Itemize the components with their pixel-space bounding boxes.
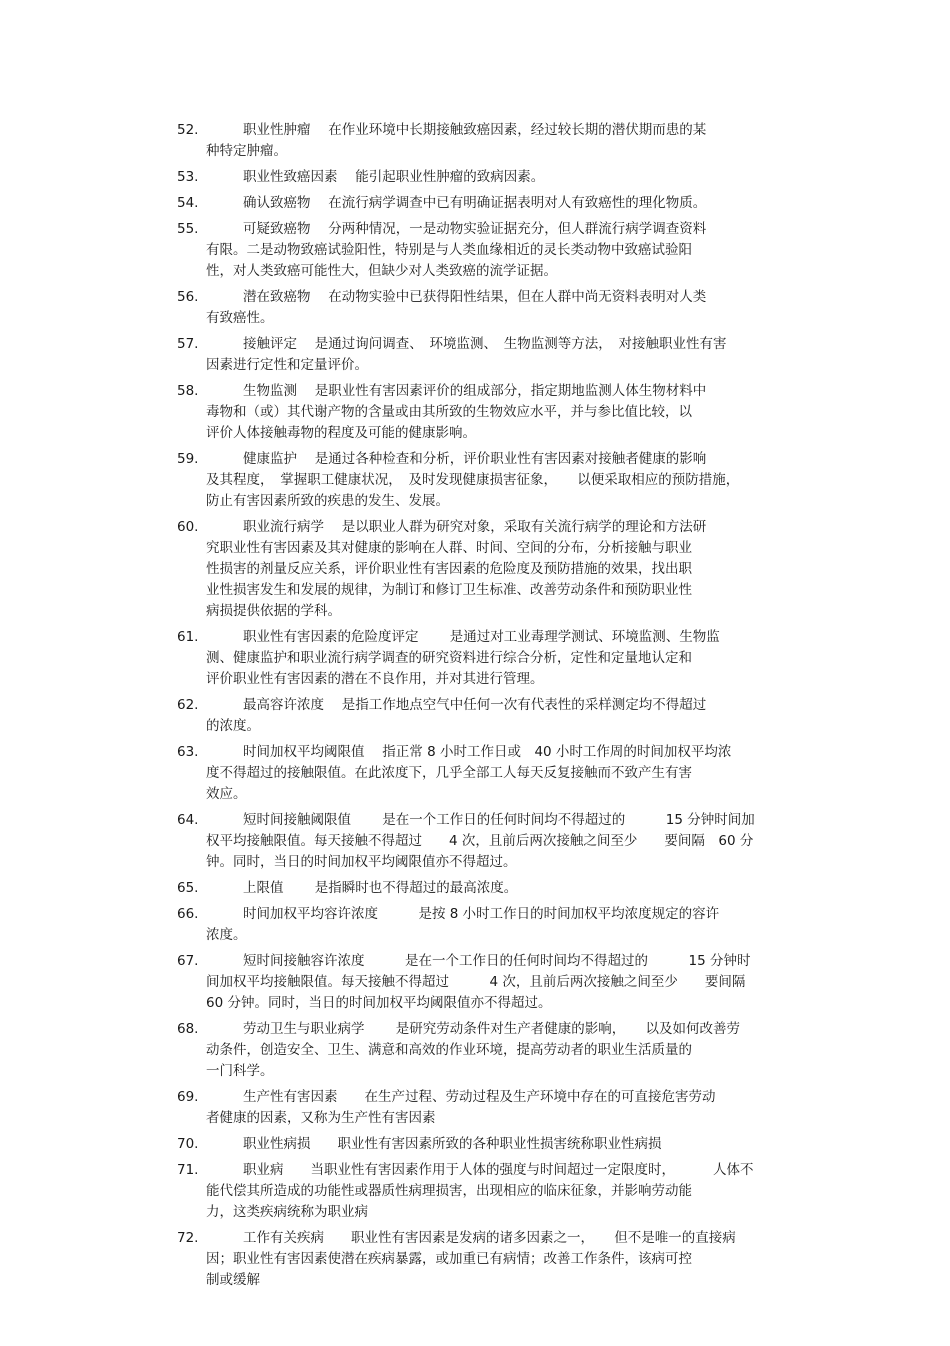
entry-continuation: 性损害的剂量反应关系，评价职业性有害因素的危险度及预防措施的效果，找出职 xyxy=(206,561,692,577)
entry-continuation: 浓度。 xyxy=(206,927,247,943)
entry-continuation: 间加权平均接触限值。每天接触不得超过 4 次，且前后两次接触之间至少 要间隔 xyxy=(206,974,746,990)
entry-line xyxy=(0,1040,950,1061)
entry-continuation: 者健康的因素，又称为生产性有害因素 xyxy=(206,1110,436,1126)
entry-number: 65. xyxy=(177,880,199,896)
entry-continuation: 效应。 xyxy=(206,786,247,802)
entry-line xyxy=(0,1270,950,1291)
term-entry xyxy=(0,334,950,376)
term-entry xyxy=(0,219,950,282)
entry-term-definition: 职业性肿瘤 在作业环境中长期接触致癌因素，经过较长期的潜伏期而患的某 xyxy=(243,122,707,138)
entry-continuation: 及其程度， 掌握职工健康状况， 及时发现健康损害征象， 以便采取相应的预防措施， xyxy=(206,472,740,488)
entry-number: 69. xyxy=(177,1089,199,1105)
term-entry xyxy=(0,1134,950,1155)
entry-term-definition: 可疑致癌物 分两种情况，一是动物实验证据充分，但人群流行病学调查资料 xyxy=(243,221,707,237)
entry-line xyxy=(0,261,950,282)
entry-line xyxy=(0,852,950,873)
entry-continuation: 动条件，创造安全、卫生、满意和高效的作业环境，提高劳动者的职业生活质量的 xyxy=(206,1042,692,1058)
entry-continuation: 能代偿其所造成的功能性或器质性病理损害，出现相应的临床征象，并影响劳动能 xyxy=(206,1183,692,1199)
entry-continuation: 钟。同时，当日的时间加权平均阈限值亦不得超过。 xyxy=(206,854,517,870)
entry-continuation: 业性损害发生和发展的规律，为制订和修订卫生标准、改善劳动条件和预防职业性 xyxy=(206,582,692,598)
entry-line xyxy=(0,627,950,648)
entry-line xyxy=(0,763,950,784)
entry-term-definition: 职业性致癌因素 能引起职业性肿瘤的致病因素。 xyxy=(243,169,545,185)
entry-number: 55. xyxy=(177,221,199,237)
entry-term-definition: 潜在致癌物 在动物实验中已获得阳性结果，但在人群中尚无资料表明对人类 xyxy=(243,289,707,305)
entry-term-definition: 劳动卫生与职业病学 是研究劳动条件对生产者健康的影响， 以及如何改善劳 xyxy=(243,1021,741,1037)
entry-number: 64. xyxy=(177,812,199,828)
entry-number: 53. xyxy=(177,169,199,185)
term-entry xyxy=(0,742,950,805)
entry-term-definition: 时间加权平均阈限值 指正常 8 小时工作日或 40 小时工作周的时间加权平均浓 xyxy=(243,744,732,760)
entry-term-definition: 职业性有害因素的危险度评定 是通过对工业毒理学测试、环境监测、生物监 xyxy=(243,629,720,645)
entry-line xyxy=(0,904,950,925)
entry-continuation: 病损提供依据的学科。 xyxy=(206,603,341,619)
entry-line xyxy=(0,784,950,805)
entry-number: 61. xyxy=(177,629,199,645)
entry-line xyxy=(0,1160,950,1181)
entry-line xyxy=(0,308,950,329)
entry-number: 63. xyxy=(177,744,199,760)
entry-line xyxy=(0,1228,950,1249)
term-entry xyxy=(0,810,950,873)
entry-number: 71. xyxy=(177,1162,199,1178)
entry-number: 67. xyxy=(177,953,199,969)
term-entry xyxy=(0,1087,950,1129)
entry-number: 52. xyxy=(177,122,199,138)
entry-line xyxy=(0,716,950,737)
entry-line xyxy=(0,120,950,141)
entry-continuation: 有致癌性。 xyxy=(206,310,274,326)
entry-line xyxy=(0,470,950,491)
term-entry xyxy=(0,1019,950,1082)
entry-number: 60. xyxy=(177,519,199,535)
entry-number: 57. xyxy=(177,336,199,352)
entry-term-definition: 健康监护 是通过各种检查和分析，评价职业性有害因素对接触者健康的影响 xyxy=(243,451,707,467)
entry-continuation: 究职业性有害因素及其对健康的影响在人群、时间、空间的分布，分析接触与职业 xyxy=(206,540,692,556)
term-entry xyxy=(0,1160,950,1223)
document-page xyxy=(0,120,950,1296)
entry-line xyxy=(0,559,950,580)
entry-term-definition: 生物监测 是职业性有害因素评价的组成部分，指定期地监测人体生物材料中 xyxy=(243,383,707,399)
entry-line xyxy=(0,334,950,355)
term-entry xyxy=(0,381,950,444)
entry-continuation: 一门科学。 xyxy=(206,1063,274,1079)
entry-line xyxy=(0,423,950,444)
entry-line xyxy=(0,1202,950,1223)
entry-line xyxy=(0,517,950,538)
term-entry xyxy=(0,287,950,329)
term-entry xyxy=(0,951,950,1014)
entry-line xyxy=(0,219,950,240)
entry-line xyxy=(0,381,950,402)
entry-line xyxy=(0,972,950,993)
entry-term-definition: 时间加权平均容许浓度 是按 8 小时工作日的时间加权平均浓度规定的容许 xyxy=(243,906,720,922)
entry-line xyxy=(0,1249,950,1270)
term-entry xyxy=(0,878,950,899)
entry-term-definition: 短时间接触阈限值 是在一个工作日的任何时间均不得超过的 15 分钟时间加 xyxy=(243,812,755,828)
entry-continuation: 毒物和（或）其代谢产物的含量或由其所致的生物效应水平，并与参比值比较，以 xyxy=(206,404,692,420)
entry-line xyxy=(0,538,950,559)
entry-number: 72. xyxy=(177,1230,199,1246)
entry-continuation: 力，这类疾病统称为职业病 xyxy=(206,1204,368,1220)
entry-line xyxy=(0,402,950,423)
entry-line xyxy=(0,580,950,601)
entry-term-definition: 生产性有害因素 在生产过程、劳动过程及生产环境中存在的可直接危害劳动 xyxy=(243,1089,716,1105)
entry-term-definition: 职业病 当职业性有害因素作用于人体的强度与时间超过一定限度时， 人体不 xyxy=(243,1162,754,1178)
entry-number: 68. xyxy=(177,1021,199,1037)
entry-line xyxy=(0,831,950,852)
entry-term-definition: 工作有关疾病 职业性有害因素是发病的诸多因素之一， 但不是唯一的直接病 xyxy=(243,1230,736,1246)
entry-line xyxy=(0,287,950,308)
term-entry xyxy=(0,695,950,737)
entry-line xyxy=(0,951,950,972)
entry-line xyxy=(0,1061,950,1082)
entry-continuation: 权平均接触限值。每天接触不得超过 4 次，且前后两次接触之间至少 要间隔 60 分 xyxy=(206,833,754,849)
entry-continuation: 评价人体接触毒物的程度及可能的健康影响。 xyxy=(206,425,476,441)
entry-continuation: 度不得超过的接触限值。在此浓度下，几乎全部工人每天反复接触而不致产生有害 xyxy=(206,765,692,781)
entry-line xyxy=(0,1108,950,1129)
entry-line xyxy=(0,1019,950,1040)
term-entry xyxy=(0,517,950,622)
entry-line xyxy=(0,601,950,622)
entry-line xyxy=(0,695,950,716)
entry-number: 54. xyxy=(177,195,199,211)
entry-line xyxy=(0,810,950,831)
term-entry xyxy=(0,1228,950,1291)
entry-continuation: 有限。二是动物致癌试验阳性，特别是与人类血缘相近的灵长类动物中致癌试验阳 xyxy=(206,242,692,258)
entry-number: 56. xyxy=(177,289,199,305)
entry-continuation: 种特定肿瘤。 xyxy=(206,143,287,159)
entry-line xyxy=(0,167,950,188)
entry-number: 70. xyxy=(177,1136,199,1152)
entry-line xyxy=(0,355,950,376)
entry-term-definition: 职业流行病学 是以职业人群为研究对象，采取有关流行病学的理论和方法研 xyxy=(243,519,707,535)
entry-continuation: 评价职业性有害因素的潜在不良作用，并对其进行管理。 xyxy=(206,671,544,687)
entry-line xyxy=(0,449,950,470)
entry-line xyxy=(0,1134,950,1155)
term-entry xyxy=(0,904,950,946)
entry-term-definition: 职业性病损 职业性有害因素所致的各种职业性损害统称职业性病损 xyxy=(243,1136,662,1152)
entry-term-definition: 最高容许浓度 是指工作地点空气中任何一次有代表性的采样测定均不得超过 xyxy=(243,697,707,713)
entry-continuation: 防止有害因素所致的疾患的发生、发展。 xyxy=(206,493,449,509)
entry-line xyxy=(0,491,950,512)
term-entry xyxy=(0,120,950,162)
term-entry xyxy=(0,193,950,214)
entry-continuation: 的浓度。 xyxy=(206,718,260,734)
entry-number: 66. xyxy=(177,906,199,922)
entry-line xyxy=(0,193,950,214)
term-entry xyxy=(0,449,950,512)
entry-line xyxy=(0,240,950,261)
term-entry xyxy=(0,167,950,188)
entry-line xyxy=(0,925,950,946)
entry-continuation: 因素进行定性和定量评价。 xyxy=(206,357,368,373)
entry-term-definition: 确认致癌物 在流行病学调查中已有明确证据表明对人有致癌性的理化物质。 xyxy=(243,195,707,211)
entry-continuation: 60 分钟。同时，当日的时间加权平均阈限值亦不得超过。 xyxy=(206,995,552,1011)
entry-continuation: 因；职业性有害因素使潜在疾病暴露，或加重已有病情；改善工作条件，该病可控 xyxy=(206,1251,692,1267)
entry-line xyxy=(0,1181,950,1202)
entry-term-definition: 短时间接触容许浓度 是在一个工作日的任何时间均不得超过的 15 分钟时 xyxy=(243,953,751,969)
entry-continuation: 性，对人类致癌可能性大，但缺少对人类致癌的流学证据。 xyxy=(206,263,557,279)
entry-continuation: 测、健康监护和职业流行病学调查的研究资料进行综合分析，定性和定量地认定和 xyxy=(206,650,692,666)
term-entry xyxy=(0,627,950,690)
entry-number: 59. xyxy=(177,451,199,467)
entry-line xyxy=(0,648,950,669)
entry-term-definition: 上限值 是指瞬时也不得超过的最高浓度。 xyxy=(243,880,518,896)
entry-number: 58. xyxy=(177,383,199,399)
entry-line xyxy=(0,141,950,162)
entry-line xyxy=(0,742,950,763)
entry-continuation: 制或缓解 xyxy=(206,1272,260,1288)
entry-number: 62. xyxy=(177,697,199,713)
entry-line xyxy=(0,993,950,1014)
entry-line xyxy=(0,669,950,690)
entry-line xyxy=(0,1087,950,1108)
entry-line xyxy=(0,878,950,899)
entry-term-definition: 接触评定 是通过询问调查、 环境监测、 生物监测等方法， 对接触职业性有害 xyxy=(243,336,727,352)
